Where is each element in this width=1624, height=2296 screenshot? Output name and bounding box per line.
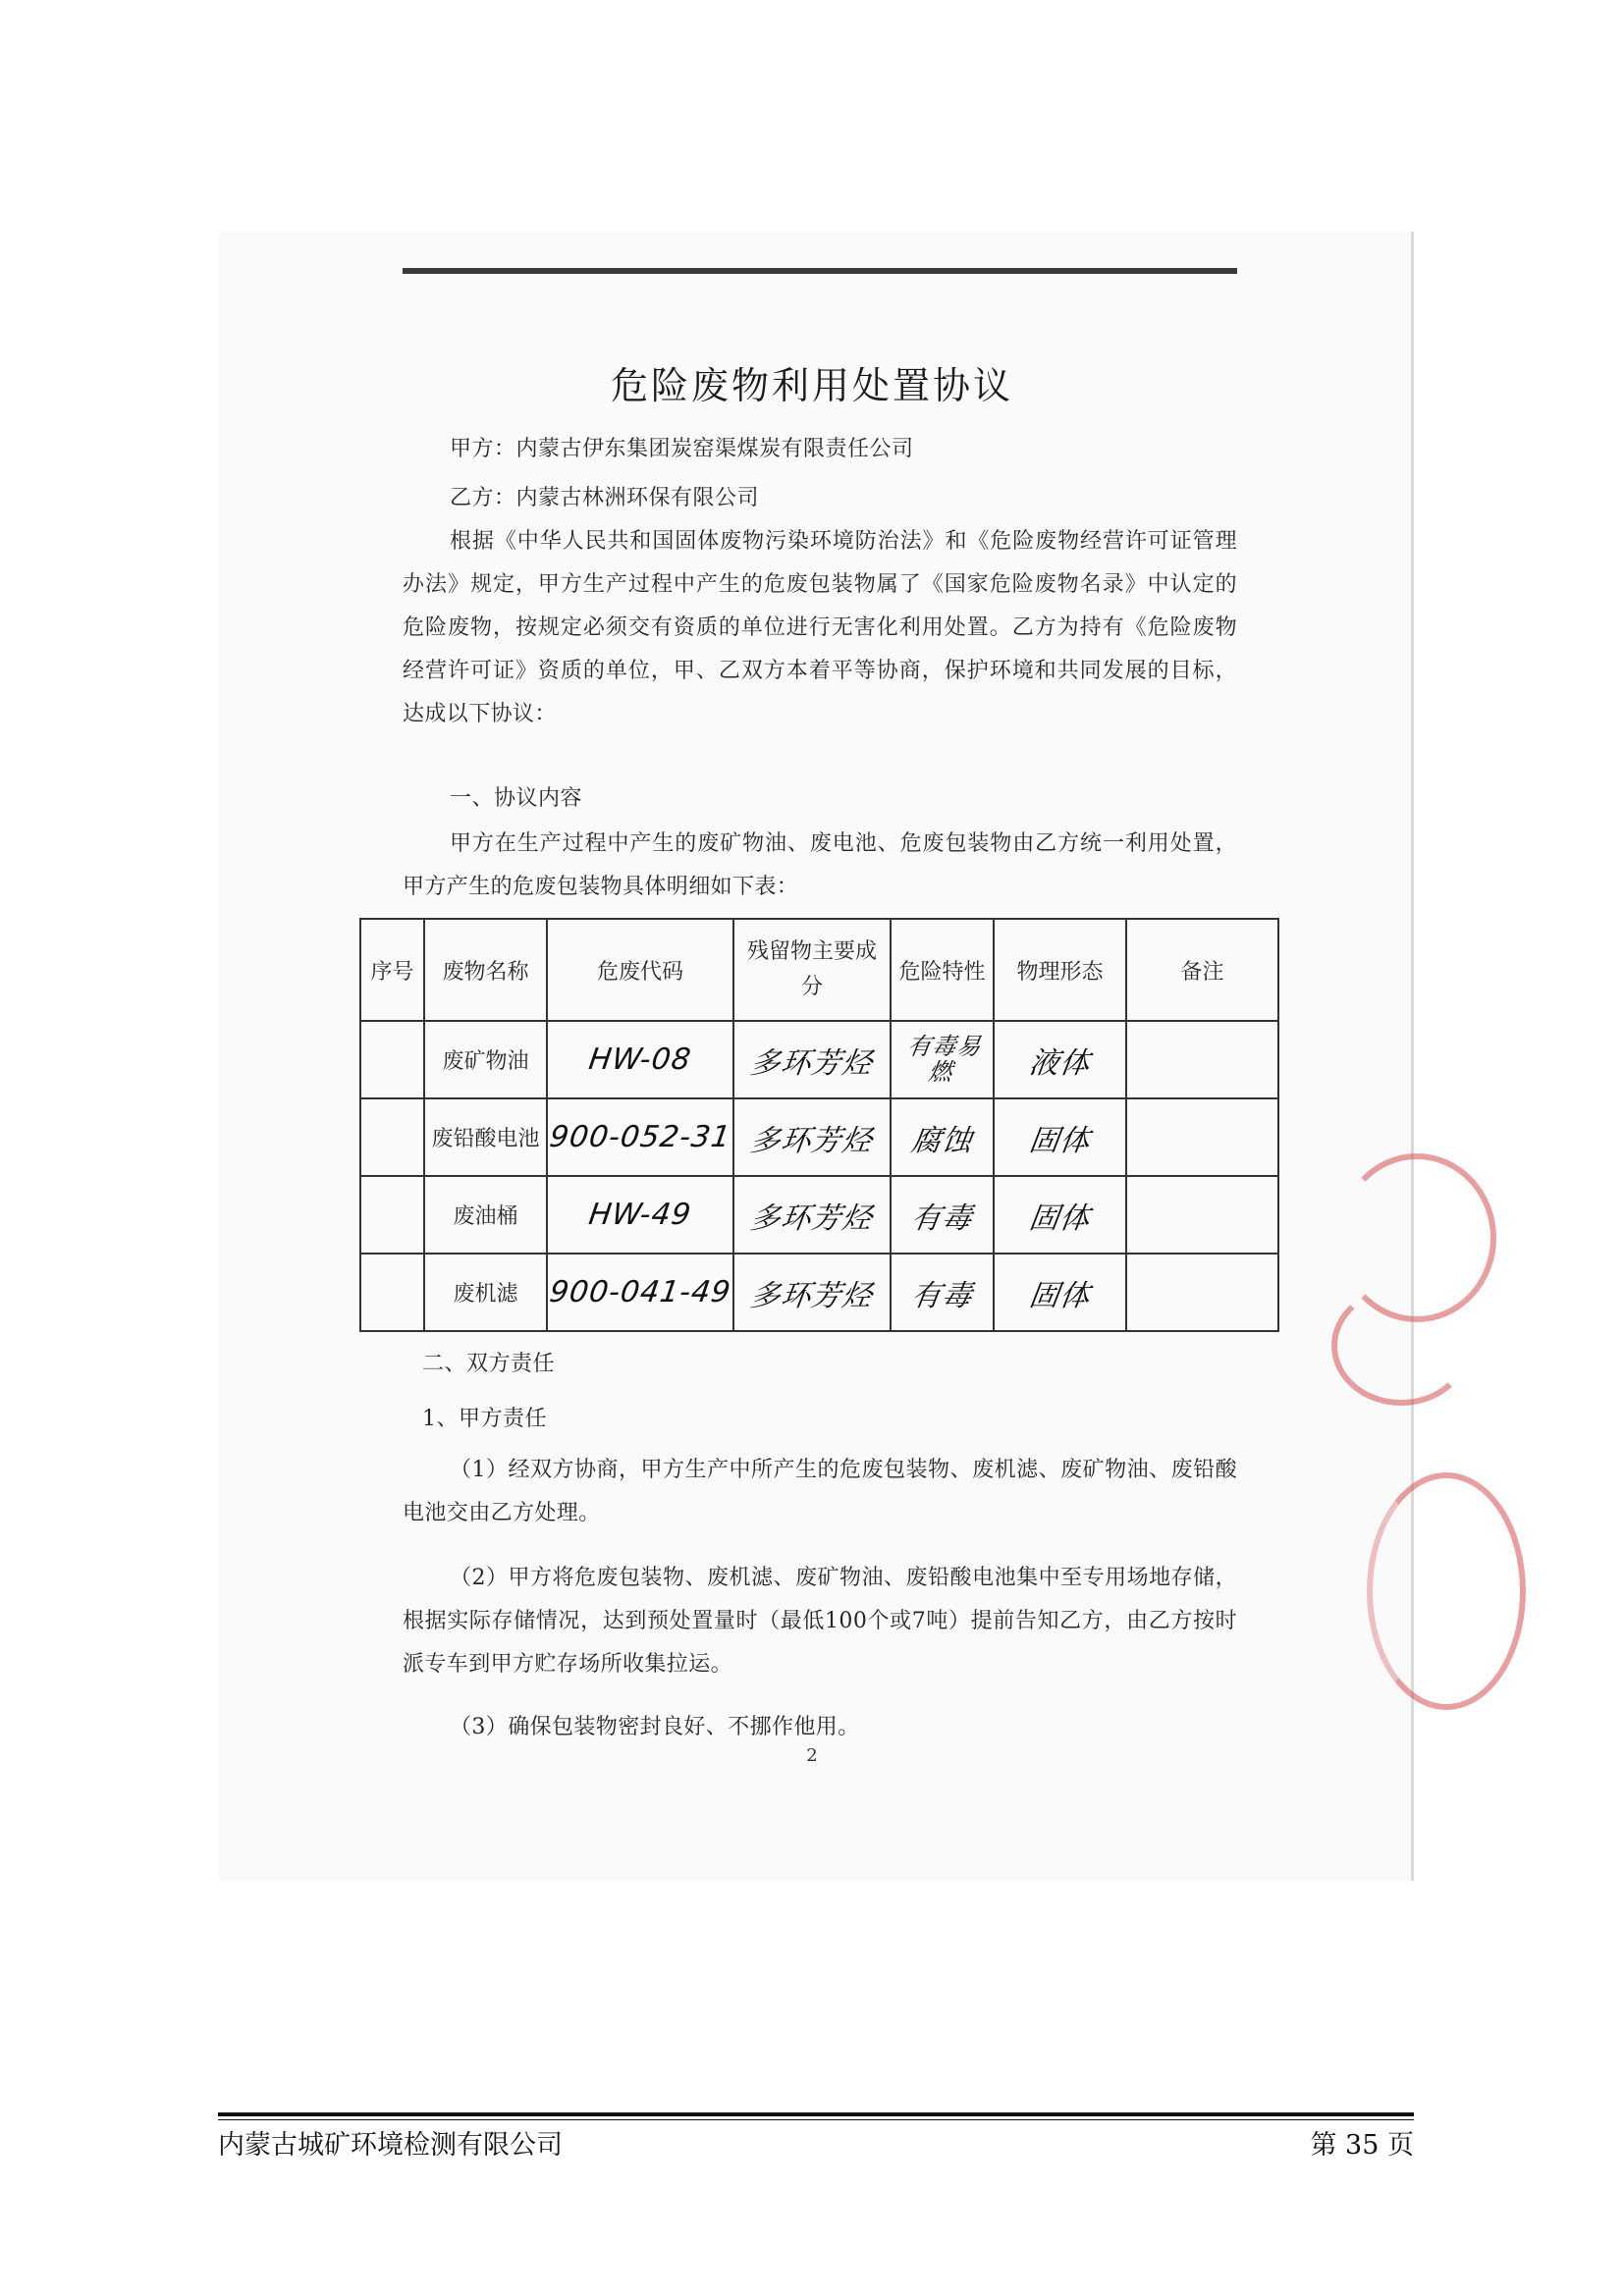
residue-component: 多环芳烃 [748, 1201, 875, 1236]
clause-1: （1）经双方协商，甲方生产中所产生的危废包装物、废机滤、废矿物油、废铅酸电池交由乙方处理。 [403, 1458, 1237, 1525]
hazard-property: 有毒 [908, 1278, 975, 1313]
hazard-property: 有毒 [908, 1201, 975, 1236]
header-rule [403, 268, 1237, 274]
row-number [360, 1021, 424, 1098]
physical-form: 固体 [1026, 1278, 1093, 1313]
table-row [360, 1176, 1278, 1254]
table-row [360, 1254, 1278, 1331]
note [1126, 1098, 1278, 1176]
waste-name: 废机滤 [424, 1254, 547, 1331]
physical-form: 固体 [1026, 1201, 1093, 1236]
row-number [360, 1254, 424, 1331]
header-cell: 备注 [1126, 919, 1278, 1021]
waste-code: HW-49 [586, 1198, 694, 1232]
red-seal-stamp [1331, 1286, 1471, 1406]
clause-3: （3）确保包装物密封良好、不挪作他用。 [450, 1715, 860, 1739]
party-b: 乙方：内蒙古林洲环保有限公司 [450, 486, 760, 510]
waste-code: 900-041-49 [547, 1275, 733, 1309]
physical-form: 固体 [1026, 1123, 1093, 1158]
waste-table [359, 918, 1279, 1332]
hazard-property: 有毒易燃 [904, 1033, 983, 1086]
footer-company: 内蒙古城矿环境检测有限公司 [218, 2130, 563, 2161]
waste-name: 废铅酸电池 [424, 1098, 547, 1176]
waste-code: HW-08 [586, 1042, 694, 1077]
document-title: 危险废物利用处置协议 [610, 364, 1013, 407]
row-number [360, 1176, 424, 1254]
header-cell: 序号 [360, 919, 424, 1021]
party-a: 甲方：内蒙古伊东集团炭窑渠煤炭有限责任公司 [450, 437, 914, 461]
residue-component: 多环芳烃 [748, 1278, 875, 1313]
row-number [360, 1098, 424, 1176]
section2-heading: 二、双方责任 [422, 1352, 556, 1376]
table-row [360, 1098, 1278, 1176]
residue-component: 多环芳烃 [748, 1123, 875, 1158]
table-header-row [360, 919, 1278, 1021]
hazard-property: 腐蚀 [908, 1123, 975, 1158]
footer-rule-thin [218, 2119, 1414, 2120]
clause-2: （2）甲方将危废包装物、废机滤、废矿物油、废铅酸电池集中至专用场地存储，根据实际存储情况，达到预处置量时（最低100个或7吨）提前告知乙方，由乙方按时派专车到甲方贮存场所收集拉运。 [403, 1566, 1237, 1677]
header-cell: 物理形态 [994, 919, 1126, 1021]
footer-page-number: 第 35 页 [1310, 2130, 1414, 2161]
table-row [360, 1021, 1278, 1098]
red-seal-stamp [1367, 1472, 1526, 1710]
waste-code: 900-052-31 [547, 1120, 733, 1154]
header-cell: 废物名称 [424, 919, 547, 1021]
footer-rule [218, 2112, 1414, 2116]
physical-form: 液体 [1026, 1045, 1093, 1081]
residue-component: 多环芳烃 [748, 1045, 875, 1081]
section1-heading: 一、协议内容 [450, 786, 583, 811]
intro-paragraph: 根据《中华人民共和国固体废物污染环境防治法》和《危险废物经营许可证管理办法》规定，甲方生产过程中产生的危废包装物属了《国家危险废物名录》中认定的危险废物，按规定必须交有资质的单位进行无害化利用处置。乙方为持有《危险废物经营许可证》资质的单位，甲、乙双方本着平等协商，保护环境和共同发展的目标，达成以下协议： [403, 529, 1237, 726]
header-cell: 危险特性 [891, 919, 994, 1021]
header-cell: 危废代码 [547, 919, 733, 1021]
waste-name: 废矿物油 [424, 1021, 547, 1098]
header-cell: 残留物主要成分 [733, 919, 891, 1021]
section1-paragraph: 甲方在生产过程中产生的废矿物油、废电池、危废包装物由乙方统一利用处置，甲方产生的危废包装物具体明细如下表： [403, 831, 1237, 899]
waste-name: 废油桶 [424, 1176, 547, 1254]
note [1126, 1254, 1278, 1331]
inner-page-number: 2 [806, 1745, 818, 1766]
section2-subheading: 1、甲方责任 [422, 1407, 547, 1431]
note [1126, 1176, 1278, 1254]
note [1126, 1021, 1278, 1098]
